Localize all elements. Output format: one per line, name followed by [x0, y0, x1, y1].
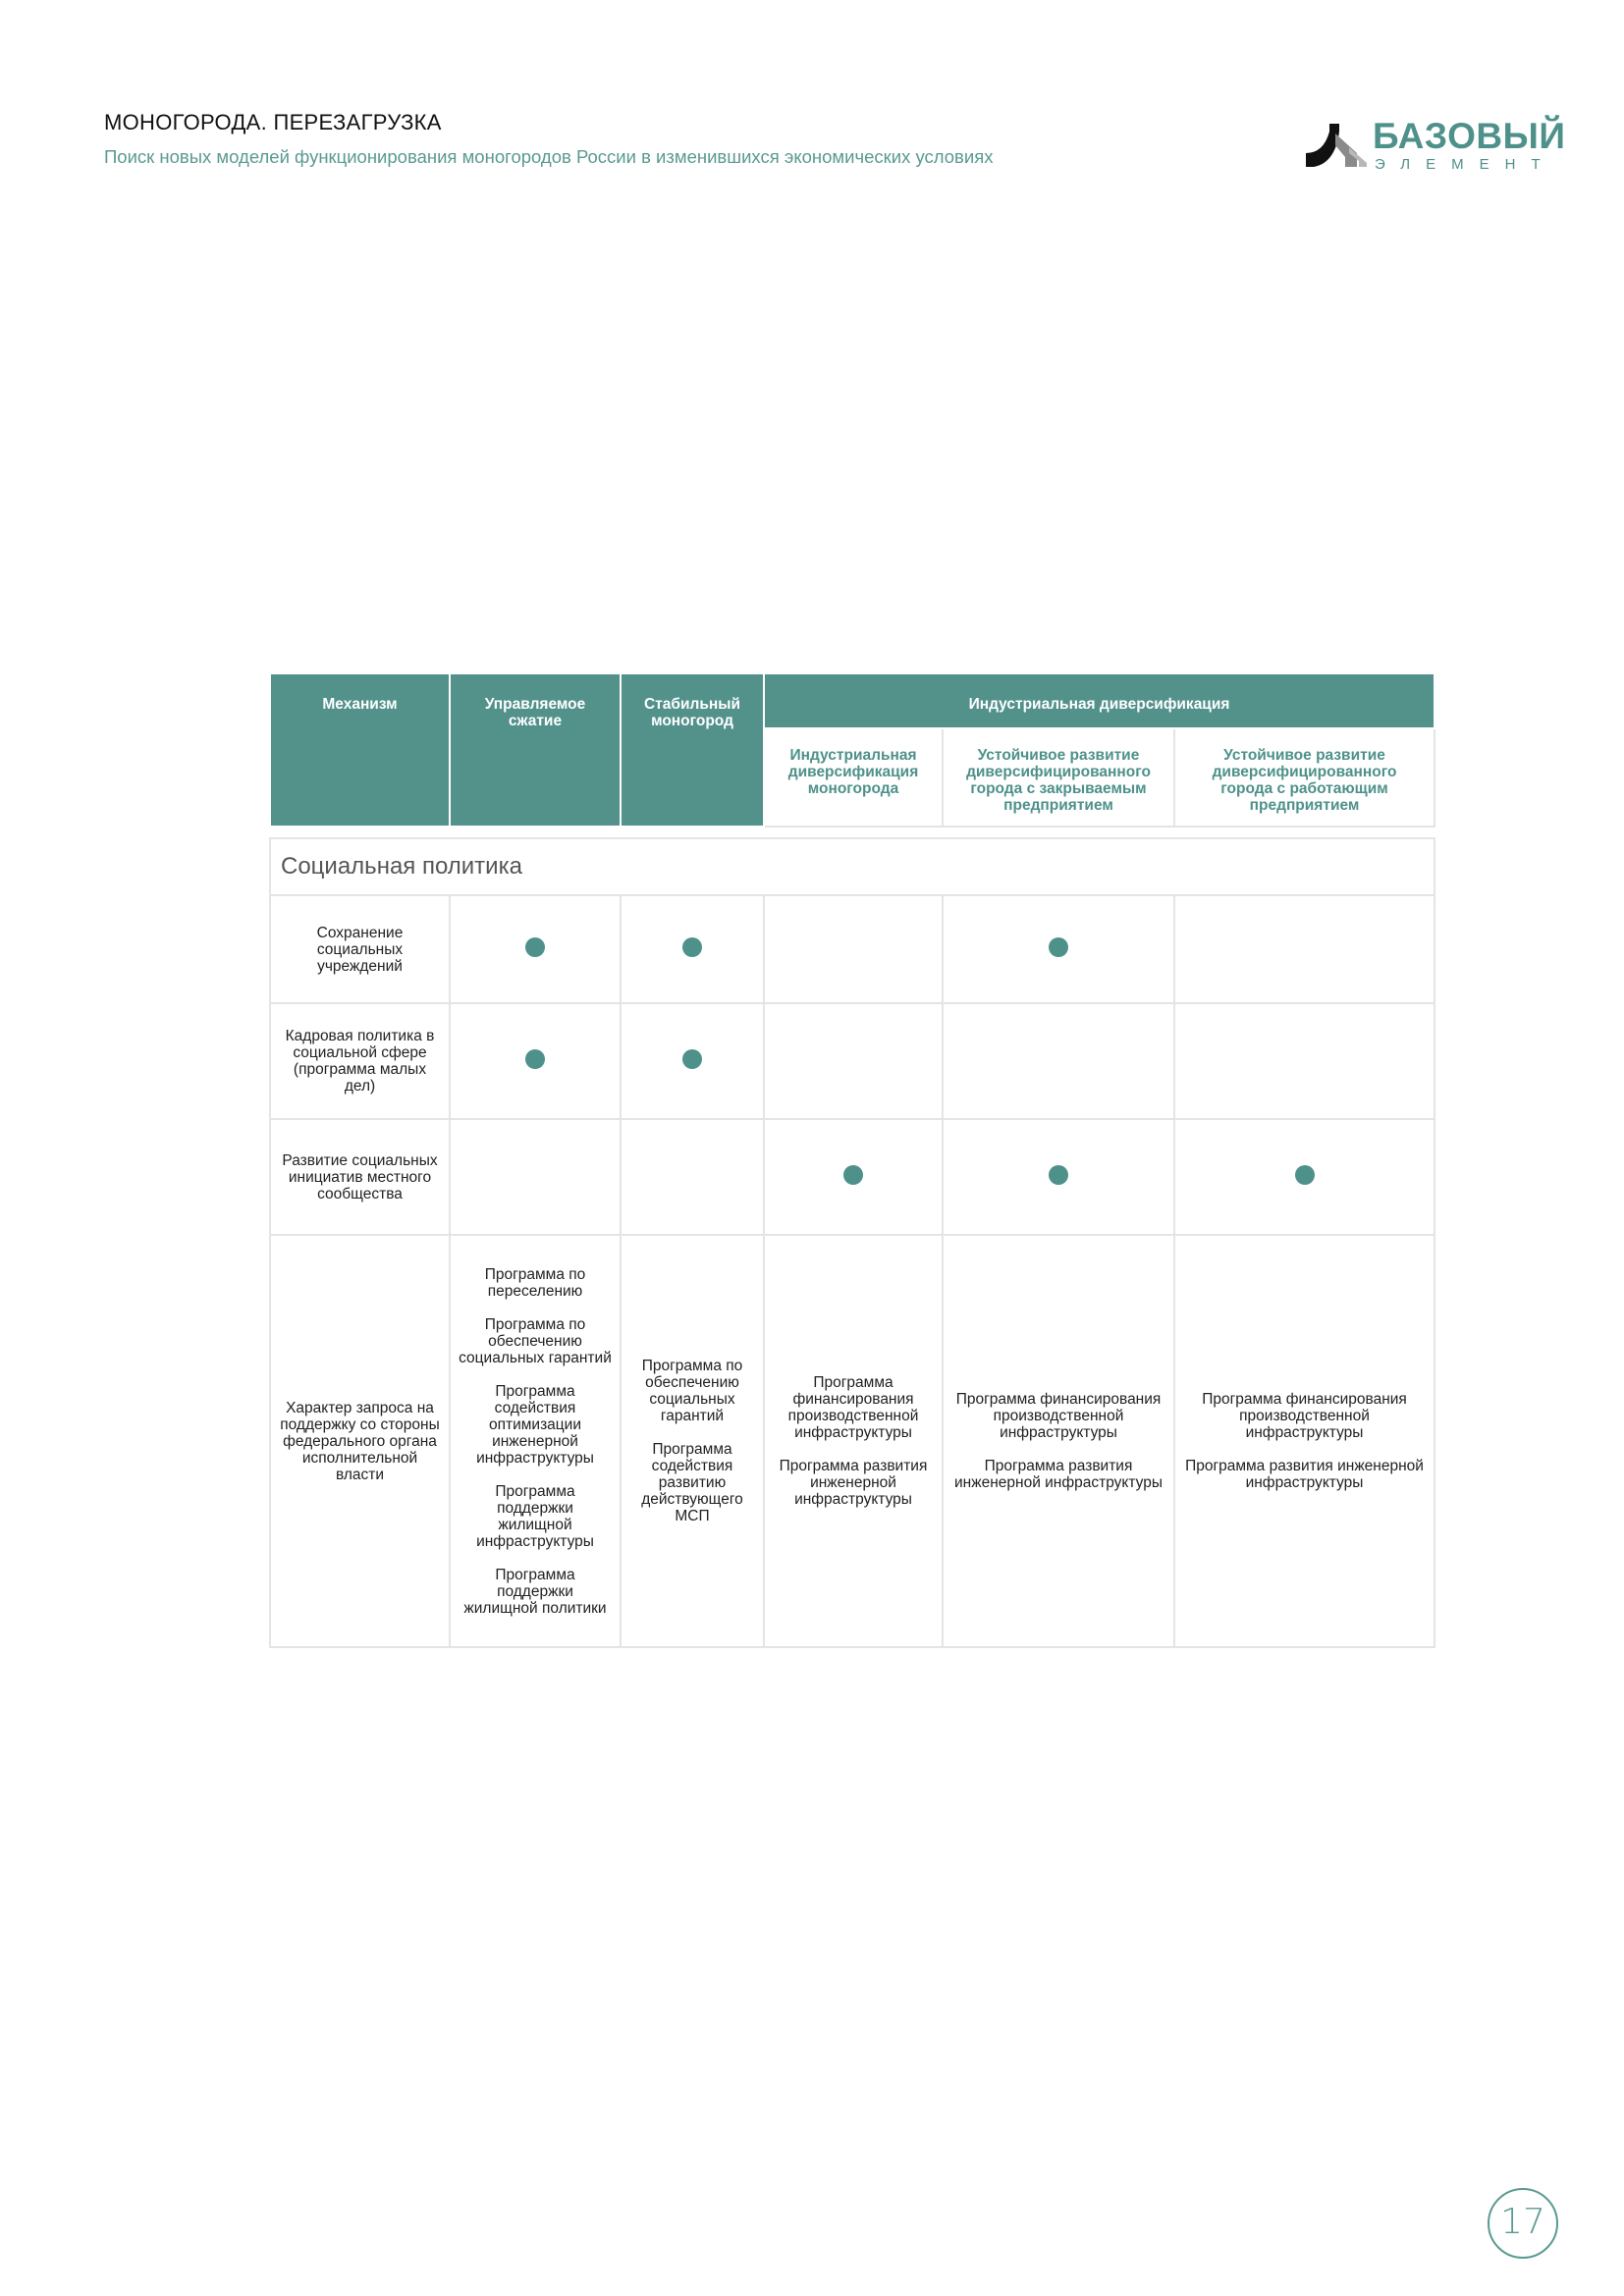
subheader-working-enterprise: Устойчивое развитие диверсифицированного города с работающим предприятием: [1174, 728, 1435, 827]
row-label: Характер запроса на поддержку со стороны федерального органа исполнительной власти: [270, 1235, 450, 1647]
program-item: Программа содействия оптимизации инженерной инфраструктуры: [476, 1382, 594, 1467]
mark-cell: [450, 895, 621, 1003]
logo-subtitle: ЭЛЕМЕНТ: [1375, 156, 1556, 173]
marker-dot: [1049, 937, 1068, 957]
programs-managed-shrink: [450, 1235, 621, 1647]
mark-cell: [764, 895, 943, 1003]
programs-stable-town: [621, 1235, 764, 1647]
mark-cell: [943, 895, 1174, 1003]
header-stable-town: Стабильный моногород: [621, 673, 764, 827]
table-row: [270, 1119, 1435, 1235]
mark-cell: [1174, 1003, 1435, 1119]
mark-cell: [1174, 1119, 1435, 1235]
program-item: Программа поддержки жилищной инфраструктуры: [476, 1482, 594, 1550]
document-subtitle: Поиск новых моделей функционирования моногородов России в изменившихся экономических условиях: [104, 146, 994, 167]
marker-dot: [1049, 1165, 1068, 1185]
program-item: Программа развития инженерной инфраструктуры: [954, 1458, 1163, 1491]
header-mechanism: Механизм: [270, 673, 450, 827]
program-item: Программа поддержки жилищной политики: [463, 1566, 607, 1617]
mark-cell: [621, 1119, 764, 1235]
program-item: Программа финансирования производственной инфраструктуры: [1202, 1391, 1407, 1441]
mark-cell: [621, 895, 764, 1003]
marker-dot: [843, 1165, 863, 1185]
mechanism-matrix: [269, 672, 1435, 1648]
subheader-closing-enterprise: Устойчивое развитие диверсифицированного города с закрываемым предприятием: [943, 728, 1174, 827]
table-row: [270, 895, 1435, 1003]
mark-cell: [764, 1003, 943, 1119]
document-title-rest: ПЕРЕЗАГРУЗКА: [267, 110, 442, 134]
marker-dot: [682, 937, 702, 957]
mark-cell: [764, 1119, 943, 1235]
company-logo: [1306, 116, 1566, 175]
program-item: Программа по обеспечению социальных гарантий: [459, 1315, 612, 1366]
mark-cell: [450, 1003, 621, 1119]
document-title: [104, 110, 442, 135]
program-item: Программа развития инженерной инфраструктуры: [1185, 1458, 1424, 1491]
program-item: Программа финансирования производственной инфраструктуры: [955, 1391, 1162, 1441]
mark-cell: [450, 1119, 621, 1235]
document-title-bold: МОНОГОРОДА.: [104, 110, 268, 134]
mark-cell: [1174, 895, 1435, 1003]
row-label: Развитие социальных инициатив местного сообщества: [270, 1119, 450, 1235]
table-row-support: [270, 1235, 1435, 1647]
page-number: 17: [1488, 2188, 1558, 2259]
marker-dot: [525, 1049, 545, 1069]
program-item: Программа развития инженерной инфраструктуры: [779, 1458, 928, 1508]
program-item: Программа содействия развитию действующего МСП: [641, 1441, 743, 1524]
mark-cell: [943, 1119, 1174, 1235]
marker-dot: [1295, 1165, 1315, 1185]
subheader-industrial-monotown: Индустриальная диверсификация моногорода: [764, 728, 943, 827]
row-label: Кадровая политика в социальной сфере (программа малых дел): [270, 1003, 450, 1119]
row-label: Сохранение социальных учреждений: [270, 895, 450, 1003]
program-item: Программа финансирования производственной инфраструктуры: [787, 1374, 919, 1441]
section-title: Социальная политика: [270, 838, 1435, 895]
programs-working-enterprise: [1174, 1235, 1435, 1647]
mark-cell: [621, 1003, 764, 1119]
program-item: Программа по переселению: [484, 1265, 586, 1300]
table-row: [270, 1003, 1435, 1119]
marker-dot: [682, 1049, 702, 1069]
logo-wordmark: БАЗОВЫЙ: [1373, 116, 1566, 156]
marker-dot: [525, 937, 545, 957]
programs-industrial-monotown: [764, 1235, 943, 1647]
logo-icon: [1306, 124, 1369, 167]
programs-closing-enterprise: [943, 1235, 1174, 1647]
header-industrial-diversification: Индустриальная диверсификация: [764, 673, 1435, 728]
program-item: Программа по обеспечению социальных гарантий: [641, 1358, 743, 1424]
header-managed-shrink: Управляемое сжатие: [450, 673, 621, 827]
mark-cell: [943, 1003, 1174, 1119]
